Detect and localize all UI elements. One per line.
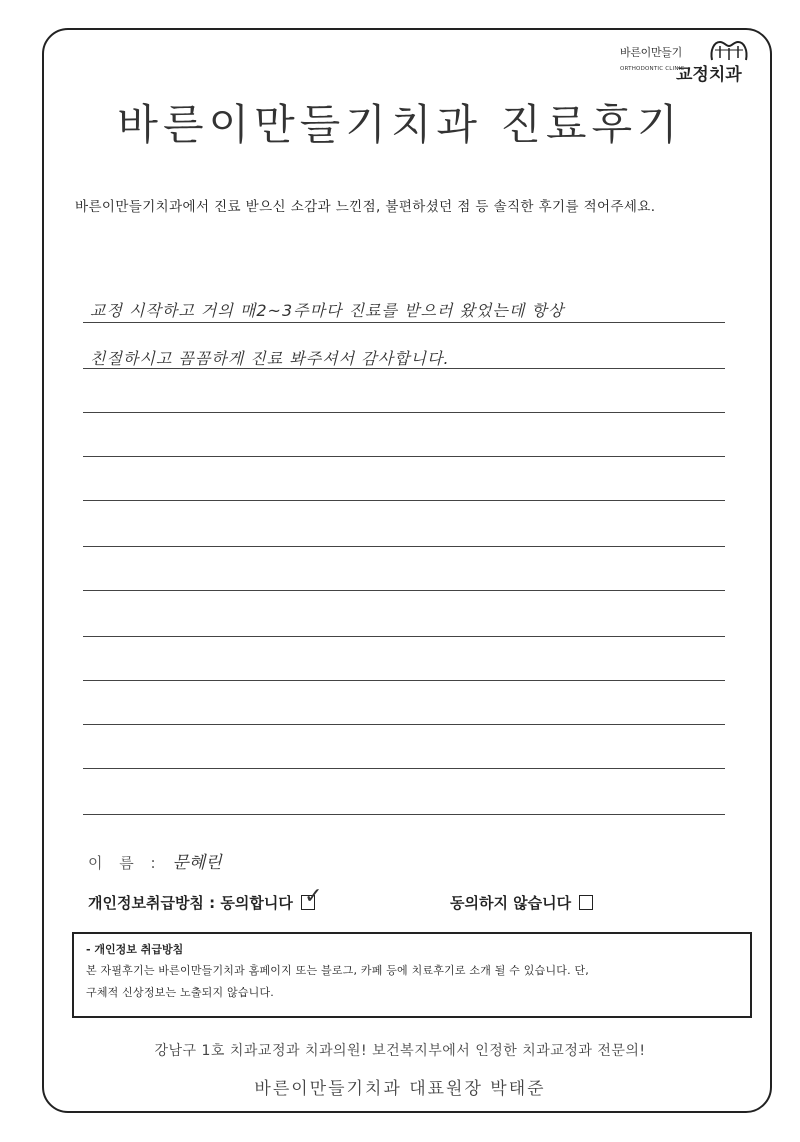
instructions-text: 바른이만들기치과에서 진료 받으신 소감과 느낀점, 불편하셨던 점 등 솔직한 후기를 적어주세요. [75, 199, 656, 215]
agree-checkbox[interactable] [301, 884, 323, 910]
footer-signature: 바른이만들기치과 대표원장 박태준 [254, 1079, 546, 1099]
name-label: 이 름 : [88, 854, 162, 872]
policy-title: - 개인정보 취급방침 [86, 943, 184, 956]
ruled-line [83, 322, 725, 323]
logo-main-text: 교정치과 [676, 65, 742, 85]
footer-tagline: 강남구 1호 치과교정과 치과의원! 보건복지부에서 인정한 치과교정과 전문의! [154, 1043, 646, 1059]
review-text-line-2: 친절하시고 꼼꼼하게 진료 봐주셔서 감사합니다. [90, 349, 450, 368]
ruled-line [83, 368, 725, 369]
ruled-line [83, 546, 725, 547]
review-text-line-1: 교정 시작하고 거의 매2~3주마다 진료를 받으러 왔었는데 항상 [90, 301, 565, 320]
policy-line-2: 구체적 신상정보는 노출되지 않습니다. [86, 986, 275, 999]
ruled-line [83, 636, 725, 637]
name-field [88, 848, 222, 873]
ruled-line [83, 680, 725, 681]
consent-label: 개인정보취급방침 : [88, 894, 216, 912]
logo-sub-text: ORTHODONTIC CLINIC [620, 66, 685, 72]
disagree-option [450, 892, 593, 913]
ruled-line [83, 412, 725, 413]
name-value[interactable]: 문혜린 [172, 853, 222, 873]
clinic-logo [620, 38, 755, 88]
page-title: 바른이만들기치과 진료후기 [117, 100, 683, 149]
ruled-line [83, 724, 725, 725]
consent-agree-label: 동의합니다 [220, 894, 293, 912]
logo-top-text: 바른이만들기 [620, 46, 682, 59]
ruled-line [83, 814, 725, 815]
privacy-policy-box [72, 932, 752, 1018]
ruled-line [83, 500, 725, 501]
check-mark-icon: ✓ [304, 884, 323, 909]
disagree-checkbox[interactable] [579, 895, 593, 910]
ruled-line [83, 456, 725, 457]
ruled-line [83, 768, 725, 769]
consent-disagree-label: 동의하지 않습니다 [450, 894, 572, 912]
consent-row [88, 884, 323, 913]
ruled-line [83, 590, 725, 591]
policy-line-1: 본 자필후기는 바른이만들기치과 홈페이지 또는 블로그, 카페 등에 치료후기로 소개 될 수 있습니다. 단, [86, 964, 590, 977]
